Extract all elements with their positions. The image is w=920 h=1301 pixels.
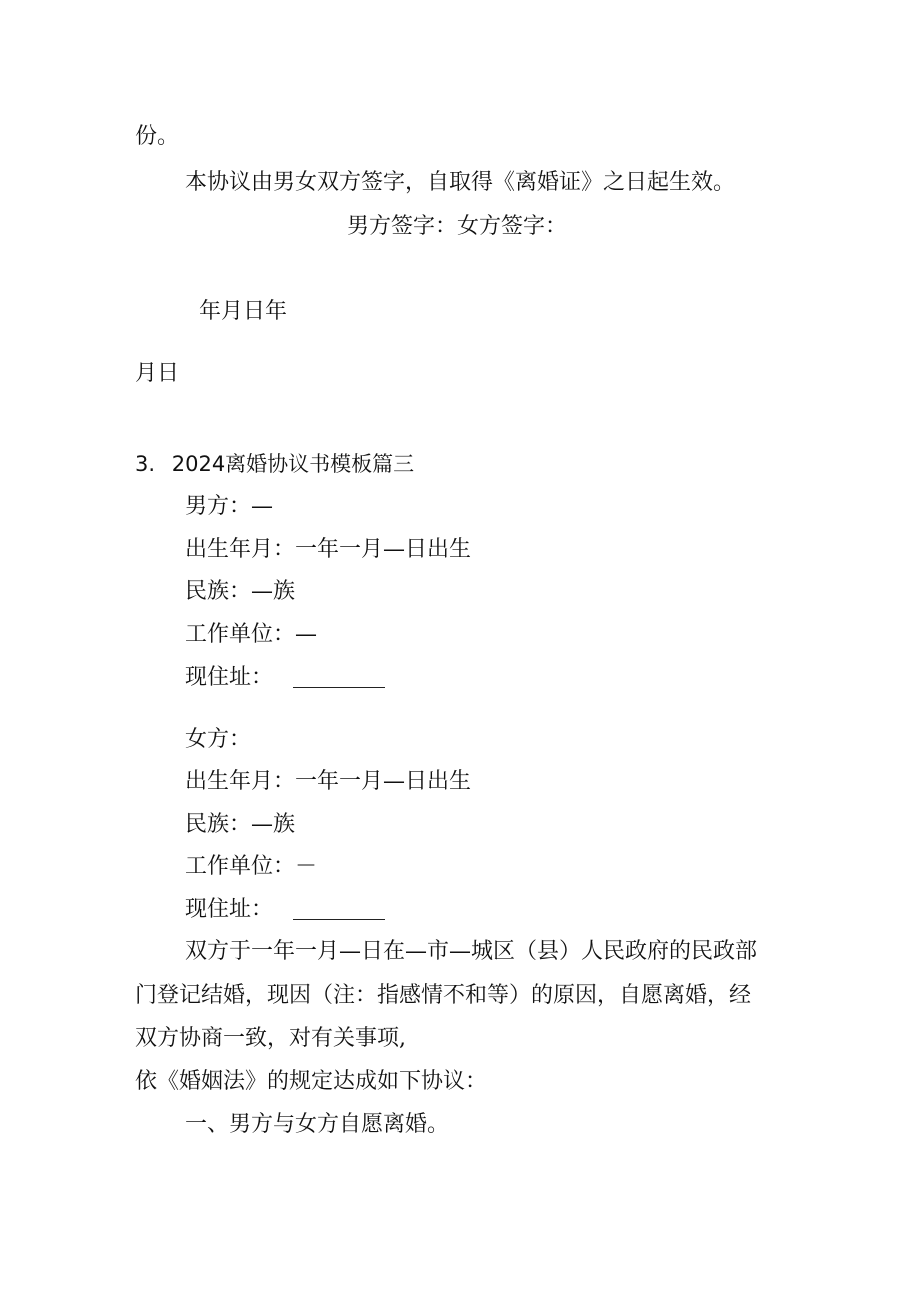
female-ethnicity: 民族：—族 — [185, 812, 296, 837]
clause-one: 一、男方与女方自愿离婚。 — [185, 1112, 450, 1137]
body-line-3: 双方协商一致，对有关事项, — [135, 1026, 406, 1051]
male-ethnicity: 民族：—族 — [185, 579, 296, 604]
date-line-1: 年月日年 — [199, 299, 288, 324]
male-label: 男方：— — [185, 494, 274, 519]
female-address-label: 现住址： — [185, 897, 274, 922]
male-birth: 出生年月：一年一月—日出生 — [185, 537, 472, 562]
female-workplace: 工作单位：－ — [185, 854, 318, 879]
body-line-1: 双方于一年一月—日在—市—城区（县）人民政府的民政部 — [185, 939, 758, 964]
female-address-row — [185, 897, 385, 923]
male-workplace: 工作单位：— — [185, 622, 318, 647]
effect-clause: 本协议由男女双方签字，自取得《离婚证》之日起生效。 — [185, 170, 736, 195]
date-line-2: 月日 — [135, 361, 180, 386]
male-address-row — [185, 665, 385, 691]
body-line-2: 门登记结婚，现因（注：指感情不和等）的原因，自愿离婚，经 — [135, 983, 752, 1008]
female-birth: 出生年月：一年一月—日出生 — [185, 769, 472, 794]
male-address-blank — [293, 669, 385, 688]
female-label: 女方： — [185, 727, 252, 752]
body-line-4: 依《婚姻法》的规定达成如下协议： — [135, 1069, 488, 1094]
section-title: 2024离婚协议书模板篇三 — [171, 452, 415, 476]
section-heading — [135, 451, 414, 477]
text-line-fen: 份。 — [135, 124, 180, 149]
female-address-blank — [293, 901, 385, 920]
section-number: 3. — [135, 452, 156, 476]
signature-line: 男方签字：女方签字： — [347, 214, 568, 239]
male-address-label: 现住址： — [185, 665, 274, 690]
